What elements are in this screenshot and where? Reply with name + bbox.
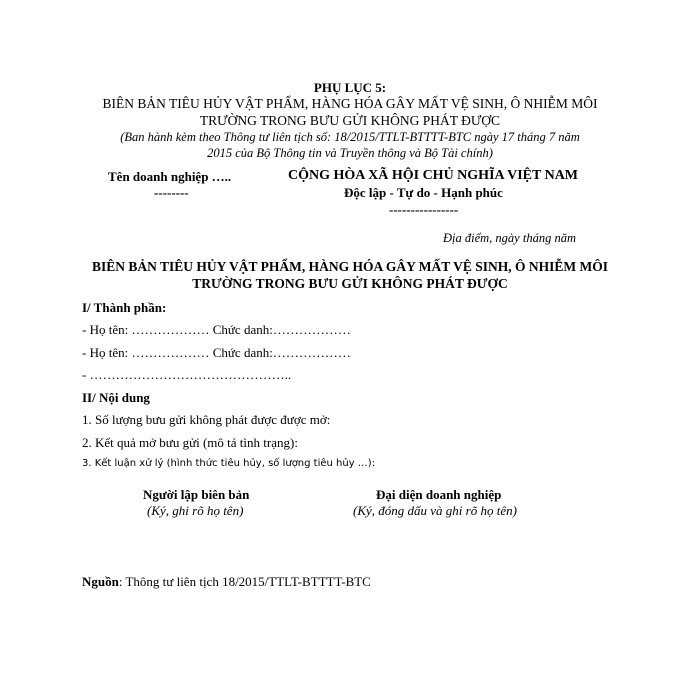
national-dashes: ----------------: [389, 202, 459, 217]
section1-heading: I/ Thành phần:: [82, 300, 167, 315]
source-text: : Thông tư liên tịch 18/2015/TTLT-BTTTT-BTC: [118, 574, 371, 589]
content-item-3: 3. Kết luận xử lý (hình thức tiêu hủy, số lượng tiêu hủy …):: [82, 458, 376, 469]
member-row: - Họ tên: ……………… Chức danh:………………: [82, 322, 351, 337]
org-dashes: --------: [154, 185, 189, 200]
section2-heading: II/ Nội dung: [82, 390, 150, 405]
issued-note-line2: 2015 của Bộ Thông tin và Truyền thông và Bộ Tài chính): [207, 146, 493, 160]
header-title-line2: TRƯỜNG TRONG BƯU GỬI KHÔNG PHÁT ĐƯỢC: [199, 113, 501, 128]
signer-left-note: (Ký, ghi rõ họ tên): [147, 503, 244, 518]
content-item-1: 1. Số lượng bưu gửi không phát được được mở:: [82, 412, 331, 427]
header-title-line1: BIÊN BẢN TIÊU HỦY VẬT PHẨM, HÀNG HÓA GÂY MẤT VỆ SINH, Ô NHIỄM MÔI: [102, 96, 598, 111]
content-item-2: 2. Kết quả mở bưu gửi (mô tả tình trạng):: [82, 435, 298, 450]
signer-right-title: Đại diện doanh nghiệp: [376, 487, 502, 502]
source-line: [82, 574, 371, 590]
place-date: Địa điểm, ngày tháng năm: [443, 231, 576, 245]
issued-note-line1: (Ban hành kèm theo Thông tư liên tịch số: 18/2015/TTLT-BTTTT-BTC ngày 17 tháng 7 năm: [120, 130, 580, 144]
source-label: Nguồn: [82, 574, 119, 589]
signer-left-title: Người lập biên bản: [143, 487, 250, 502]
signer-right-note: (Ký, đóng dấu và ghi rõ họ tên): [353, 503, 517, 518]
document-title-line2: TRƯỜNG TRONG BƯU GỬI KHÔNG PHÁT ĐƯỢC: [192, 276, 508, 291]
org-name: Tên doanh nghiệp …..: [108, 169, 232, 184]
member-row: - Họ tên: ……………… Chức danh:………………: [82, 345, 351, 360]
document-title-line1: BIÊN BẢN TIÊU HỦY VẬT PHẨM, HÀNG HÓA GÂY MẤT VỆ SINH, Ô NHIỄM MÔI: [91, 259, 609, 274]
member-row: - ………………………………………..: [82, 367, 292, 382]
appendix-label: PHỤ LỤC 5:: [313, 80, 387, 95]
national-motto: Độc lập - Tự do - Hạnh phúc: [344, 185, 503, 200]
national-name: CỘNG HÒA XÃ HỘI CHỦ NGHĨA VIỆT NAM: [288, 168, 579, 183]
